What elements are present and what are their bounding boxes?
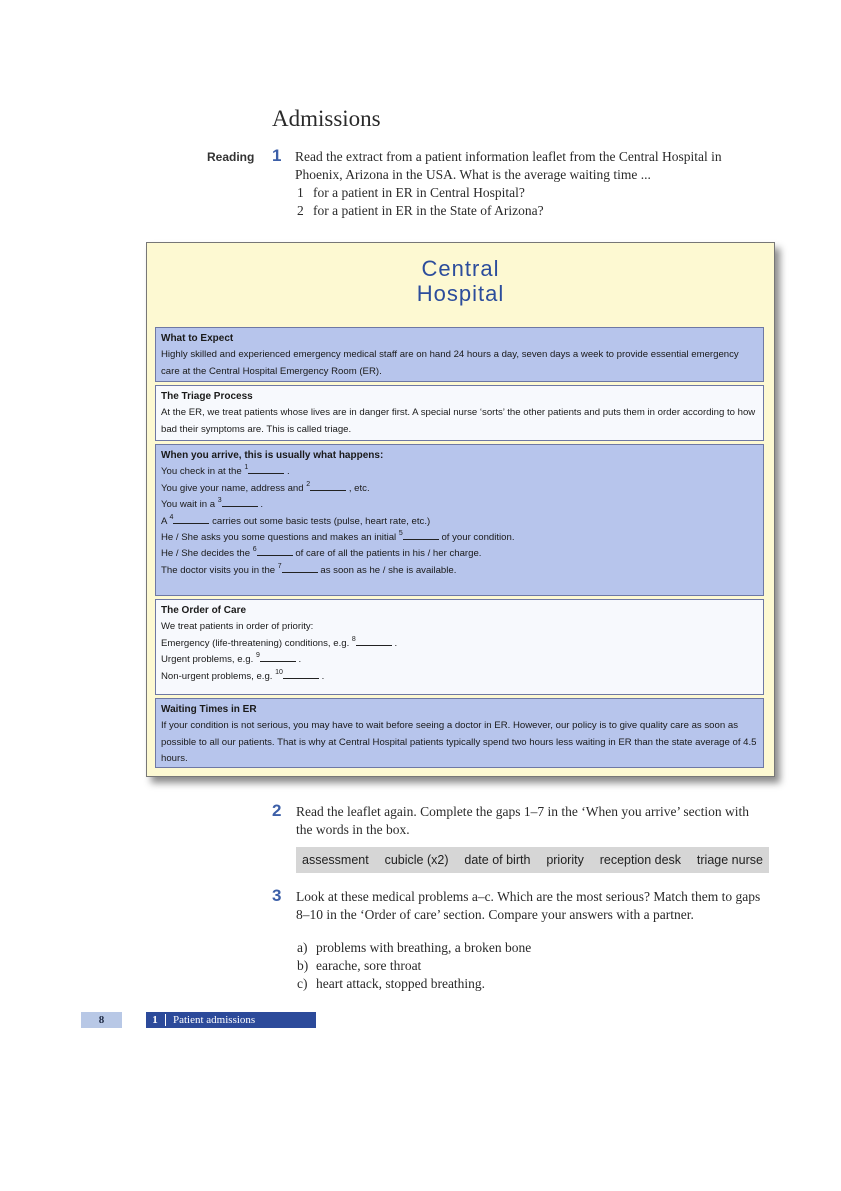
word-item: assessment [302, 853, 369, 867]
item-text: earache, sore throat [316, 958, 422, 973]
exercise-1-questions [297, 184, 544, 220]
item-text: for a patient in ER in the State of Arizona? [313, 203, 544, 218]
word-item: cubicle (x2) [384, 853, 449, 867]
item-letter: a) [297, 940, 308, 955]
section-label-reading: Reading [207, 150, 255, 164]
word-item: triage nurse [696, 853, 763, 867]
gap-3 [222, 497, 258, 507]
leaflet-title-line-1: Central [421, 256, 500, 281]
section-text: If your condition is not serious, you may have to wait before seeing a doctor in ER. However, our policy is to give quality care as soon as possible to all our patients. That is why at Central Hospital patients typically spend two hours less waiting in ER than the state average of 4.5 hours. [161, 720, 757, 765]
list-item [297, 975, 531, 993]
list-item [297, 939, 531, 957]
item-number: 2 [297, 203, 304, 218]
arrive-line: The doctor visits you in the $^7$ as soon as he / she is available. [161, 562, 457, 576]
order-line: Emergency (life-threatening) conditions, e.g. $^8$ . [161, 635, 398, 649]
section-text: Highly skilled and experienced emergency medical staff are on hand 24 hours a day, seven days a week to provide essential emergency care at the Central Hospital Emergency Room (ER). [161, 349, 739, 377]
section-order-of-care [155, 599, 764, 695]
unit-title: Patient admissions [173, 1014, 256, 1026]
item-text: heart attack, stopped breathing. [316, 976, 486, 991]
exercise-1-instructions: Read the extract from a patient information leaflet from the Central Hospital in Phoenix, Arizona in the USA. What is the average waiting time ... [295, 149, 722, 182]
section-heading: Waiting Times in ER [161, 704, 257, 715]
page-number: 8 [81, 1012, 122, 1028]
gap-9 [260, 652, 296, 662]
section-heading: The Triage Process [161, 391, 253, 402]
order-line: Urgent problems, e.g. $^9$ . [161, 652, 302, 666]
gap-4 [173, 514, 209, 524]
gap-5 [403, 530, 439, 540]
word-item: date of birth [464, 853, 531, 867]
word-item: reception desk [599, 853, 682, 867]
leaflet-title-line-2: Hospital [416, 281, 505, 306]
exercise-2-instructions: Read the leaflet again. Complete the gaps 1–7 in the ‘When you arrive’ section with the words in the box. [296, 804, 749, 837]
gap-6 [257, 546, 293, 556]
section-text: At the ER, we treat patients whose lives are in danger first. A special nurse ‘sorts’ the other patients and puts them in order according to how bad their symptoms are. This is called triage. [161, 407, 756, 435]
exercise-number-3: 3 [272, 886, 282, 905]
gap-1 [248, 464, 284, 474]
gap-10 [283, 669, 319, 679]
section-heading: What to Expect [161, 333, 234, 344]
section-text: We treat patients in order of priority: [161, 621, 314, 633]
list-item [297, 202, 544, 220]
arrive-line: He / She asks you some questions and makes an initial $^5$ of your condition. [161, 530, 515, 544]
gap-8 [356, 636, 392, 646]
exercise-number-1: 1 [272, 146, 282, 165]
list-item [297, 957, 531, 975]
item-letter: c) [297, 976, 308, 991]
arrive-line: You check in at the $^1$ . [161, 464, 290, 478]
section-when-you-arrive [155, 444, 764, 596]
item-letter: b) [297, 958, 309, 973]
footer-divider [165, 1014, 166, 1026]
gap-7 [282, 563, 318, 573]
order-line: Non-urgent problems, e.g. $^{10}$ . [161, 668, 325, 682]
section-heading: The Order of Care [161, 605, 247, 616]
item-text: problems with breathing, a broken bone [316, 940, 532, 955]
exercise-3-instructions: Look at these medical problems a–c. Which are the most serious? Match them to gaps 8–10 in the ‘Order of care’ section. Compare your answers with a partner. [296, 889, 761, 922]
section-what-to-expect [155, 327, 764, 382]
exercise-number-2: 2 [272, 801, 282, 820]
page-title: Admissions [272, 106, 381, 131]
word-box [296, 847, 769, 873]
exercise-3-problems [297, 939, 531, 993]
section-heading: When you arrive, this is usually what happens: [161, 450, 384, 461]
unit-number: 1 [152, 1014, 158, 1026]
gap-2 [310, 481, 346, 491]
arrive-line: He / She decides the $^6$ of care of all the patients in his / her charge. [161, 546, 482, 560]
arrive-line: You give your name, address and $^2$ , etc. [161, 480, 370, 494]
word-item: priority [546, 853, 584, 867]
leaflet-title [147, 256, 774, 306]
section-triage-process [155, 385, 764, 441]
arrive-line: A $^4$ carries out some basic tests (pulse, heart rate, etc.) [161, 513, 431, 527]
list-item [297, 184, 544, 202]
unit-footer-bar [146, 1012, 316, 1028]
hospital-leaflet [146, 242, 775, 777]
item-text: for a patient in ER in Central Hospital? [313, 185, 525, 200]
section-waiting-times [155, 698, 764, 768]
item-number: 1 [297, 185, 304, 200]
arrive-line: You wait in a $^3$ . [161, 497, 263, 511]
